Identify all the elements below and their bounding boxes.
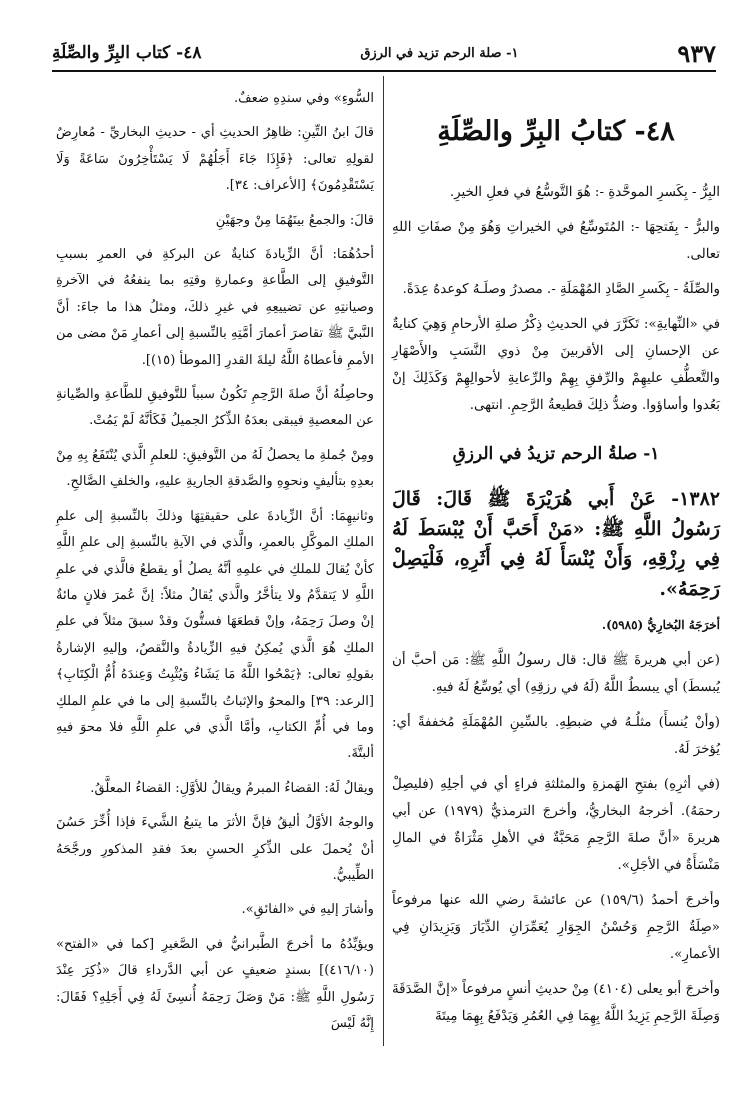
paragraph: والصِّلَةُ - بِكَسرِ الصَّادِ المُهْمَلَةِ -. مصدرُ وصلَـهُ كوعدهُ عِدَةً. xyxy=(402,282,720,297)
chapter-heading: ١- صلةُ الرحم تزيدُ في الرزقِ xyxy=(452,444,660,464)
commentary-paragraph: (عن أبي هريرةَ ﷺ قال: قال رسولُ اللَّهِ ﷺ: مَن أحبَّ أن يُبسطَ) أي يبسطُ اللَّهُ (لَهُ في رزقِهِ) أي يُوسِّعُ لَهُ فيهِ. xyxy=(392,653,720,695)
paragraph: وثانيهِمَا: أنَّ الزِّيادةَ على حقيقتِهَا وذلكَ بالنِّسبةِ إلى علمِ الملكِ الموكَّلِ بالعمرِ، والَّذي في الآيةِ بالنِّسبةِ إلى علمِ اللَّهِ كأنْ يُقالَ للملكِ في علمِهِ أنَّهُ يصلُ أو يقطعُ فالَّذي في علمِ اللَّهِ لا يَتقدَّمُ ولا يتأخَّرُ والَّذي يُقالُ مثلاً: إنَّ عُمرَ فلانٍ مائةٌ إنْ وصلَ رَحِمَهُ، وإنْ قطعَهَا فستُّونَ وقدْ سبقَ مثلاً في علمِ الملكِ هُوَ الَّذي يُمكِنُ فيهِ الزِّيادةُ والنَّقصُ، وإليهِ الإشارةُ بقولِهِ تعالى: ﴿يَمْحُوا اللَّهُ مَا يَشَاءُ وَيُثْبِتُ وَعِندَهُ أُمُّ الْكِتَابِ﴾ [الرعد: ٣٩] والمحوُ والإثباتُ بالنِّسبةِ إلى ما في علمِ الملكِ وما في أُمِّ الكتابِ، وأمَّا الَّذي في علمِ اللَّهِ فلا محوَ فيهِ ألبتَّةَ. xyxy=(56,508,374,762)
left-column xyxy=(56,86,374,1045)
book-heading: ٤٨- كتابُ البِرِّ والصِّلَةِ xyxy=(437,116,675,147)
hadith-text: ١٣٨٢- عَنْ أَبي هُرَيْرَةَ ﷺ قَالَ: قَالَ رَسُولُ اللَّهِ ﷺ: «مَنْ أَحَبَّ أَنْ يُبْسَطَ لَهُ فِي رِزْقِهِ، وَأَنْ يُنْسَأَ لَهُ فِي أَثَرِهِ، فَلْيَصِلْ رَحِمَهُ». xyxy=(392,488,720,600)
paragraph: وحاصِلُهُ أنَّ صلةَ الرَّحِمِ تَكُونُ سبباً للتَّوفيقِ للطَّاعةِ والصِّيانةِ عن المعصيةِ فيبقى بعدَهُ الذِّكرُ الجميلُ فَكَأنَّهُ لَمْ يَمُتْ. xyxy=(56,387,374,429)
commentary-paragraph: وأخرجَ أحمدُ (١٥٩/٦) عن عائشةَ رضي الله عنها مرفوعاً «صِلَةُ الرَّحِمِ وَحُسْنُ الجِوَارِ يُعَمِّرَانِ الدِّيَارَ وَيَزِيدَانِ فِي الأعمارِ». xyxy=(392,893,720,962)
paragraph: وأشارَ إليهِ في «الفائقِ». xyxy=(241,902,374,918)
paragraph: ومِنْ جُملةِ ما يحصلُ لَهُ من التَّوفيقِ: للعلمِ الَّذي يُنْتَفَعُ بِهِ مِنْ بعدِهِ بتأليفٍ ونحوِهِ والصَّدقةِ الجاريةِ عليهِ، والخلفِ الصَّالحِ. xyxy=(56,447,374,490)
paragraph: والوجهُ الأوَّلُ أليقُ فإنَّ الأثرَ ما يتبعُ الشَّيءَ فإذا أُخِّرَ حَسُنَ أنْ يُحملَ على الذِّكرِ الحسنِ بعدَ فقدِ المذكورِ ورجَّحَهُ الطِّيبيُّ. xyxy=(56,815,374,883)
paragraph: في «النِّهايةِ»: تَكَرَّرَ في الحديثِ ذِكْرُ صلةِ الأرحامِ وَهِيَ كنايةٌ عن الإحسانِ إلى الأقربينَ مِنْ ذوي النَّسَبِ والأَصْهَارِ والتَّعطُّفِ عليهِمْ والرِّفقِ بِهِمْ والرِّعايةِ لأحوالِهِمْ وَكَذَلِكَ إنْ بَعُدوا وأساؤوا. وضدُّ ذلِكَ قطيعةُ الرَّحِمِ. انتهى. xyxy=(392,317,720,413)
paragraph: ويؤيِّدُهُ ما أخرجَ الطَّبرانيُّ في الصَّغيرِ [كما في «الفتح» (٤١٦/١٠)] بسندٍ ضعيفٍ عن أبي الدَّرداءِ قالَ «ذُكِرَ عِنْدَ رَسُولِ اللَّهِ ﷺ: مَنْ وَصَلَ رَحِمَهُ أُنسِئَ لَهُ فِي أَجَلِهِ؟ فَقَالَ: إِنَّهُ لَيْسَ xyxy=(56,936,374,1031)
commentary-paragraph: (في أثرِهِ) بفتحِ الهَمزةِ والمثلثةِ فراءٍ أي في أجلِهِ (فليصِلْ رحمَهُ). أخرجهُ البخاريُّ، وأخرجَ الترمذيُّ (١٩٧٩) عن أبي هريرةَ «أنَّ صلةَ الرَّحِمِ مَحَبَّةٌ في الأهلِ مَثْرَاةٌ في المالِ مَنْسَأَةٌ في الأجَلِ». xyxy=(392,777,720,873)
paragraph: أحدُهُمَا: أنَّ الزِّيادةَ كنايةٌ عن البركةِ في العمرِ بسببِ التَّوفيقِ إلى الطَّاعةِ وعمارةِ وقتِهِ بما ينفعُهُ في الآخرةِ وصيانتِهِ عن تضييعِهِ في غيرِ ذلكَ، ومثلُ هذا ما جاءَ: أنَّ النَّبيَّ ﷺ تقاصرَ أعمارَ أمَّتِهِ بالنِّسبةِ إلى أعمارِ مَنْ مضى من الأممِ فأعطاهُ اللَّهُ ليلةَ القدرِ [الموطأ (١٥)]. xyxy=(56,247,374,368)
paragraph: قالَ: والجمعُ بينَهُمَا مِنْ وجهَيْنِ xyxy=(215,212,374,228)
running-chapter-title: ١- صلة الرحم تزيد في الرزق xyxy=(360,45,519,61)
running-book-title: ٤٨- كتاب البِرِّ والصِّلَةِ xyxy=(52,43,202,63)
paragraph: قالَ ابنُ التِّينِ: ظاهِرُ الحديثِ أي - حديثِ البخاريِّ - مُعارِضٌ لقولِهِ تعالى: ﴿فَإِذَا جَاءَ أَجَلُهُمْ لَا يَسْتَأْخِرُونَ سَاعَةً وَلَا يَسْتَقْدِمُونَ﴾ [الأعراف: ٣٤]. xyxy=(56,125,374,194)
commentary-paragraph: (وأنْ يُنسأَ) مثلُـهُ في ضبطِهِ. بالسِّينِ المُهْمَلَةِ مُخففةً أي: يُؤخرَ لَهُ. xyxy=(392,715,720,757)
paragraph: ويقالُ لَهُ: القضاءُ المبرمُ ويقالُ للأوَّلِ: القضاءُ المعلَّقُ. xyxy=(90,780,374,796)
right-column xyxy=(392,86,720,1038)
paragraph: والبرُّ - بِفَتحِهَا -: المُتَوسِّعُ في الخيراتِ وَهُوَ مِنْ صفَاتِ اللهِ تعالى. xyxy=(392,220,720,262)
paragraph: البِرُّ - بِكَسرِ الموحَّدةِ -: هُوَ التَّوسُّعُ في فعلِ الخيرِ. xyxy=(449,185,720,200)
running-header xyxy=(52,36,716,72)
commentary-paragraph: وأخرجَ أبو يعلى (٤١٠٤) مِنْ حديثِ أنسٍ مرفوعاً «إنَّ الصَّدَقَةَ وَصِلَةَ الرَّحِمِ يَزِيدُ اللَّهُ بِهِمَا فِي العُمُرِ وَيَدْفَعُ بِهِمَا مِيتَةَ xyxy=(392,982,720,1024)
hadith-source: أخرَجَهُ البُخارِيُّ (٥٩٨٥). xyxy=(601,618,720,632)
column-divider xyxy=(383,76,384,1046)
page-number: ٩٣٧ xyxy=(677,38,716,68)
paragraph: السُّوءِ» وفي سندِهِ ضعفٌ. xyxy=(233,91,374,106)
